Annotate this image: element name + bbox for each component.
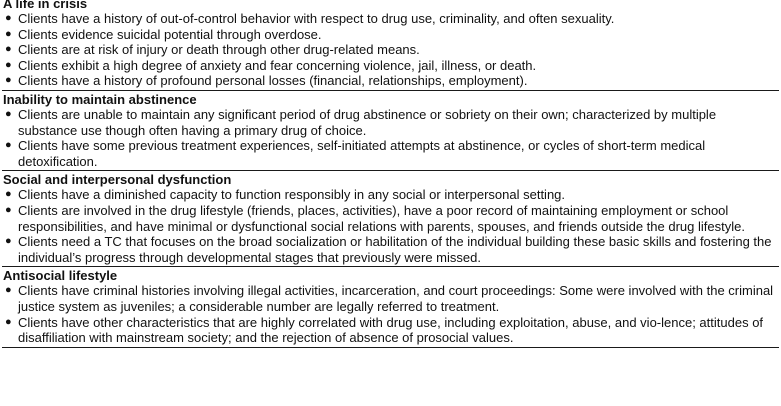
list-item — [2, 315, 779, 346]
section-heading: Social and interpersonal dysfunction — [3, 172, 232, 188]
list-item — [2, 187, 779, 203]
list-item-text: Clients have criminal histories involving illegal activities, incarceration, and court proceedings: Some were involved with the criminal justice system as juveniles; a considerable number are legally referred to treatment. — [18, 283, 774, 314]
list-item-text: Clients evidence suicidal potential through overdose. — [18, 26, 322, 42]
section-inability-to-maintain-abstinence — [2, 91, 779, 171]
list-item — [2, 283, 779, 314]
list-item-text: Clients have a diminished capacity to function responsibly in any social or interpersonal setting. — [18, 187, 566, 203]
list-item-text: Clients have a history of profound personal losses (financial, relationships, employment). — [18, 73, 528, 89]
list-item — [2, 11, 779, 27]
list-item — [2, 107, 779, 138]
section-antisocial-lifestyle — [2, 267, 779, 347]
bullet-icon: ● — [5, 188, 12, 201]
list-item — [2, 58, 779, 74]
list-item-text: Clients are involved in the drug lifestyle (friends, places, activities), have a poor record of maintaining employment or school responsibilities, and have minimal or dysfunctional social relations with parents, spouses, and friends outside the drug lifestyle. — [18, 202, 745, 234]
bullet-icon: ● — [5, 139, 12, 152]
bullet-icon: ● — [5, 284, 12, 297]
list-item — [2, 138, 779, 169]
list-item-text: Clients are at risk of injury or death through other drug-related means. — [18, 42, 420, 58]
bullet-icon: ● — [5, 203, 12, 216]
section-social-interpersonal-dysfunction — [2, 171, 779, 267]
bullet-icon: ● — [5, 43, 12, 56]
list-item — [2, 42, 779, 58]
bullet-list — [2, 107, 779, 169]
bullet-icon: ● — [5, 315, 12, 328]
list-item — [2, 234, 779, 265]
section-heading: Antisocial lifestyle — [3, 268, 118, 284]
list-item-text: Clients have a history of out-of-control behavior with respect to drug use, criminality, and often sexuality. — [18, 11, 615, 26]
list-item-text: Clients need a TC that focuses on the broad socialization or habilitation of the individual building these basic skills and fostering the individual’s progress through developmental stages that previously were missed. — [18, 234, 772, 265]
bullet-icon: ● — [5, 58, 12, 71]
bullet-list — [2, 283, 779, 345]
bullet-list — [2, 11, 779, 89]
list-item-text: Clients have some previous treatment experiences, self-initiated attempts at abstinence, or cycles of short-term medical detoxification. — [18, 138, 706, 169]
list-item — [2, 203, 779, 234]
list-item — [2, 27, 779, 43]
bullet-icon: ● — [5, 107, 12, 120]
section-life-in-crisis — [2, 0, 779, 91]
bullet-icon: ● — [5, 235, 12, 248]
bullet-icon: ● — [5, 12, 12, 24]
list-item-text: Clients exhibit a high degree of anxiety and fear concerning violence, jail, illness, or death. — [18, 57, 537, 73]
list-item-text: Clients are unable to maintain any significant period of drug abstinence or sobriety on their own; characterized by multiple substance use though often having a primary drug of choice. — [18, 106, 717, 138]
section-heading: Inability to maintain abstinence — [3, 91, 197, 107]
list-item — [2, 73, 779, 89]
bullet-icon: ● — [5, 74, 12, 87]
section-heading: A life in crisis — [3, 0, 88, 11]
bullet-icon: ● — [5, 27, 12, 40]
list-item-text: Clients have other characteristics that are highly correlated with drug use, including exploitation, abuse, and vio-lence; attitudes of disaffiliation with mainstream society; and the rejection of absence of prosocial values. — [18, 314, 764, 346]
bullet-list — [2, 187, 779, 265]
